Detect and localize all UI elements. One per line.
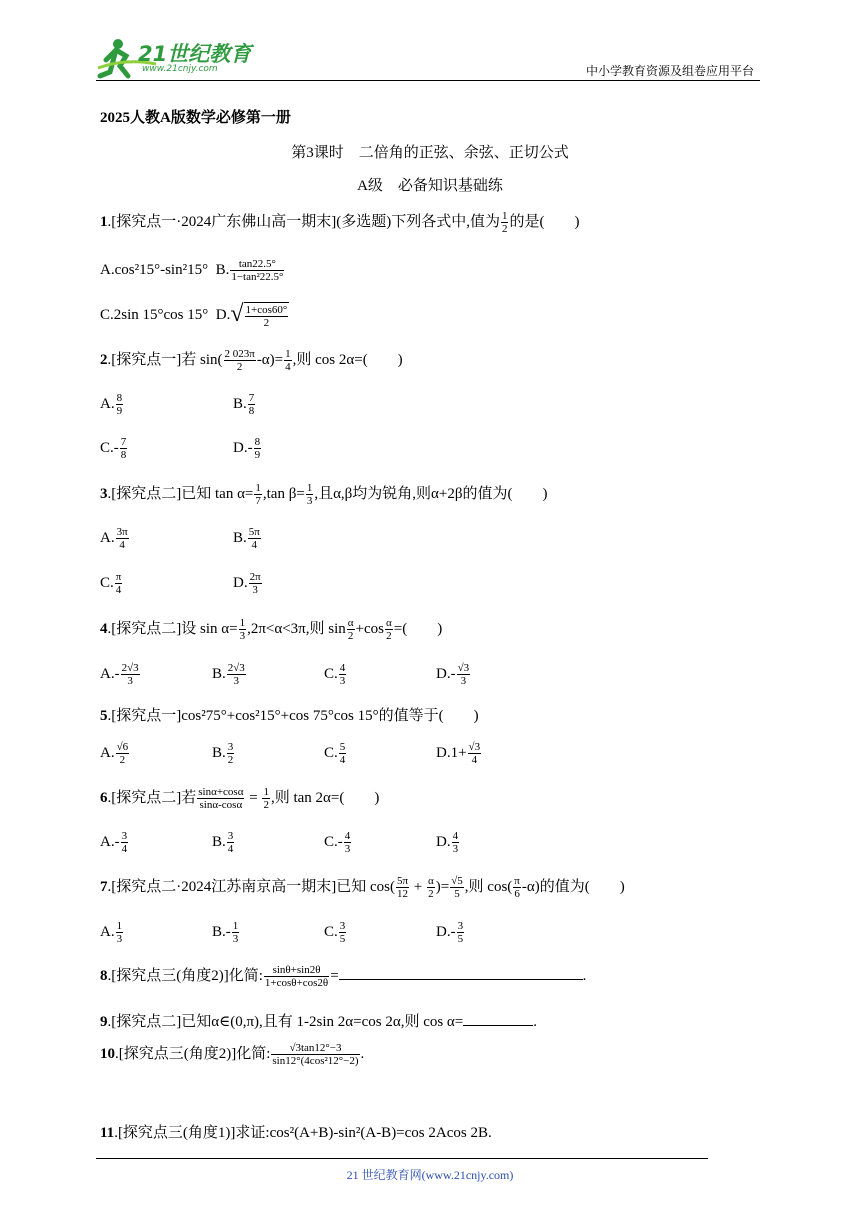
q6-option-c: C.- $\frac{4}{3}$ bbox=[324, 830, 351, 855]
q8-answer-blank[interactable] bbox=[339, 979, 583, 980]
question-6: 6.[探究点二]若 $\frac{\sin\alpha+\cos\alpha}{\sin\alpha-\cos\alpha}$ = $\frac{1}{2}$ ,则 tan 2α=( ) bbox=[100, 786, 380, 812]
book-title: 2025人教A版数学必修第一册 bbox=[100, 110, 291, 126]
question-4: 4.[探究点二]设 sin α= $\frac{1}{3}$ ,2π<α<3π,则 sin $\frac{\alpha}{2}$ +cos $\frac{\alpha}{2}$ =( ) bbox=[100, 617, 443, 643]
question-9: 9.[探究点二]已知α∈(0,π),且有 1-2sin 2α=cos 2α,则 cos α= . bbox=[100, 1014, 538, 1030]
q2-option-a: A. $\frac{8}{9}$ bbox=[100, 392, 123, 417]
q4-options bbox=[100, 662, 548, 687]
q7-option-d: D.- $\frac{3}{5}$ bbox=[436, 920, 464, 945]
question-5: 5.[探究点一]cos²75°+cos²15°+cos 75°cos 15°的值等于( ) bbox=[100, 708, 479, 724]
q3-options-cd bbox=[100, 571, 366, 596]
q4-option-d: D.- $\frac{√3}{3}$ bbox=[436, 662, 470, 687]
q7-option-c: C. $\frac{3}{5}$ bbox=[324, 920, 346, 945]
logo-text: 21世纪教育 bbox=[138, 42, 252, 66]
q3-options-ab bbox=[100, 526, 366, 551]
q4-option-c: C. $\frac{4}{3}$ bbox=[324, 662, 346, 687]
level-title: A级 必备知识基础练 bbox=[357, 178, 503, 194]
q6-option-d: D. $\frac{4}{3}$ bbox=[436, 830, 459, 855]
question-1: 1.[探究点一·2024广东佛山高一期末](多选题)下列各式中,值为 $\frac{1}{2}$ 的是( ) bbox=[100, 210, 580, 236]
q4-option-b: B. $\frac{2√3}{3}$ bbox=[212, 662, 245, 687]
q1-option-d: D. √ $\frac{1+\cos 60^\circ}{2}$ bbox=[215, 301, 288, 329]
question-3: 3.[探究点二]已知 tan α= $\frac{1}{7}$ ,tan β= $\frac{1}{3}$ ,且α,β均为锐角,则α+2β的值为( ) bbox=[100, 482, 548, 508]
q5-option-c: C. $\frac{5}{4}$ bbox=[324, 741, 346, 766]
q6-option-b: B. $\frac{3}{4}$ bbox=[212, 830, 234, 855]
q3-option-b: B. $\frac{5\pi}{4}$ bbox=[233, 526, 260, 551]
q6-option-a: A.- $\frac{3}{4}$ bbox=[100, 830, 128, 855]
q3-option-a: A. $\frac{3\pi}{4}$ bbox=[100, 526, 128, 551]
q5-options bbox=[100, 741, 548, 766]
logo-url: www.21cnjy.com bbox=[142, 64, 218, 74]
q2-option-b: B. $\frac{7}{8}$ bbox=[233, 392, 255, 417]
lesson-title: 第3课时 二倍角的正弦、余弦、正切公式 bbox=[291, 145, 569, 161]
question-11: 11.[探究点三(角度1)]求证:cos²(A+B)-sin²(A-B)=cos 2Acos 2B. bbox=[100, 1125, 492, 1141]
question-2: 2.[探究点一]若 sin( $\frac{2 023\pi}{2}$ -α)= $\frac{1}{4}$ ,则 cos 2α=( ) bbox=[100, 348, 403, 374]
site-logo bbox=[96, 36, 256, 80]
q5-option-b: B. $\frac{3}{2}$ bbox=[212, 741, 234, 766]
q5-option-a: A. $\frac{√6}{2}$ bbox=[100, 741, 129, 766]
q7-option-b: B.- $\frac{1}{3}$ bbox=[212, 920, 239, 945]
q9-answer-blank[interactable] bbox=[463, 1025, 533, 1026]
q2-option-d: D.- $\frac{8}{9}$ bbox=[233, 436, 261, 461]
footer-text: 21 世纪教育网(www.21cnjy.com) bbox=[346, 1168, 514, 1182]
q3-option-c: C. $\frac{\pi}{4}$ bbox=[100, 571, 122, 596]
q1-option-a: A.cos²15°-sin²15° bbox=[100, 261, 209, 278]
footer-divider bbox=[96, 1158, 708, 1159]
q4-option-a: A.- $\frac{2√3}{3}$ bbox=[100, 662, 139, 687]
q3-option-d: D. $\frac{2\pi}{3}$ bbox=[233, 571, 261, 596]
q1-options-ab bbox=[100, 258, 285, 283]
header-platform-text: 中小学教育资源及组卷应用平台 bbox=[585, 64, 754, 78]
q7-options bbox=[100, 920, 548, 945]
question-7: 7.[探究点二·2024江苏南京高一期末]已知 cos( $\frac{5\pi}{12}$ + $\frac{\alpha}{2}$ )= $\frac{√5}{5}$ ,则 cos( $\frac{\pi}{6}$ -α)的值为( ) bbox=[100, 875, 625, 901]
q2-options-ab bbox=[100, 392, 366, 417]
q6-options bbox=[100, 830, 548, 855]
question-8: 8.[探究点三(角度2)]化简: $\frac{\sin\theta+\sin 2\theta}{1+\cos\theta+\cos 2\theta}$ = . bbox=[100, 964, 587, 990]
q2-option-c: C.- $\frac{7}{8}$ bbox=[100, 436, 127, 461]
q5-option-d: D.1+ $\frac{√3}{4}$ bbox=[436, 741, 481, 766]
header-divider bbox=[96, 80, 760, 81]
q1-option-b: B. $\frac{\tan 22.5^\circ}{\text{1−tan²22.5°}}$ bbox=[215, 258, 284, 283]
q7-option-a: A. $\frac{1}{3}$ bbox=[100, 920, 123, 945]
question-10: 10.[探究点三(角度2)]化简: $\frac{√3\tan 12^\circ-3}{\text{sin12°(4cos²12°−2)}}$ . bbox=[100, 1042, 365, 1068]
q1-options-cd bbox=[100, 302, 289, 329]
q2-options-cd bbox=[100, 436, 366, 461]
q1-option-c: C.2sin 15°cos 15° bbox=[100, 306, 209, 323]
